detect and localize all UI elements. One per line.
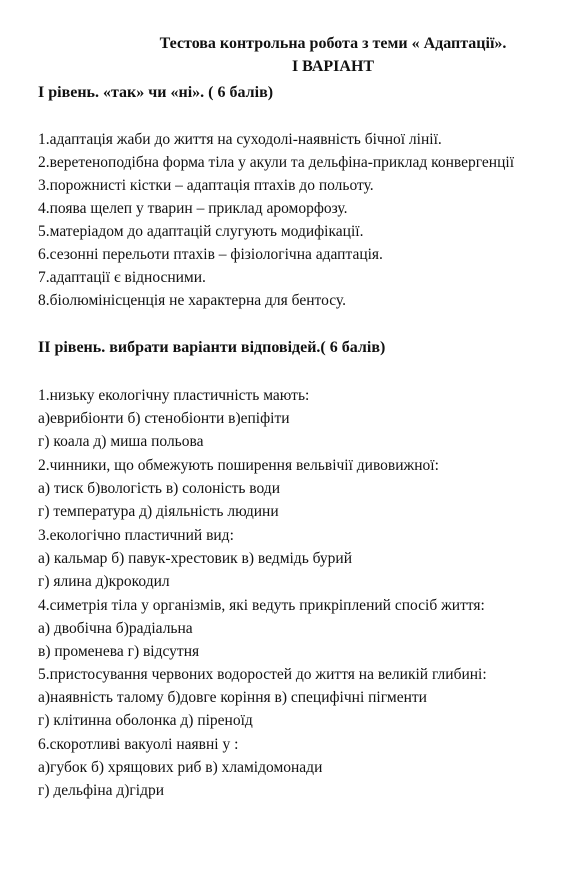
level2-line: а)губок б) хрящових риб в) хламідомонади (38, 759, 323, 776)
level2-line: 5.пристосування червоних водоростей до життя на великій глибині: (38, 666, 487, 683)
level1-item: 6.сезонні перельоти птахів – фізіологічна адаптація. (38, 246, 383, 263)
level2-line: 3.екологічно пластичний вид: (38, 527, 234, 544)
level2-line: г) температура д) діяльність людини (38, 503, 279, 520)
level1-item: 7.адаптації є відносними. (38, 269, 206, 286)
level2-heading: II рівень. вибрати варіанти відповідей.( 6 балів) (38, 339, 386, 356)
level2-line: г) дельфіна д)гідри (38, 782, 165, 799)
level2-line: г) клітинна оболонка д) піреноїд (38, 712, 253, 729)
level2-line: 6.скоротливі вакуолі наявні у : (38, 736, 239, 753)
level2-line: г) ялина д)крокодил (38, 573, 170, 590)
level2-line: а)еврибіонти б) стенобіонти в)епіфіти (38, 410, 290, 427)
document-title: Тестова контрольна робота з теми « Адаптації». (159, 35, 507, 52)
level1-item: 3.порожнисті кістки – адаптація птахів до польоту. (38, 177, 374, 194)
level1-item: 1.адаптація жаби до життя на суходолі-наявність бічної лінії. (38, 131, 442, 148)
level2-line: а) кальмар б) павук-хрестовик в) ведмідь бурий (38, 550, 353, 567)
level2-line: в) променева г) відсутня (38, 643, 200, 660)
level2-line: а) тиск б)вологість в) солоність води (38, 480, 280, 497)
level2-line: 2.чинники, що обмежують поширення вельвічії дивовижної: (38, 457, 439, 474)
variant-label: I ВАРІАНТ (291, 58, 375, 75)
level2-line: 1.низьку екологічну пластичність мають: (38, 387, 310, 404)
level1-item: 4.поява щелеп у тварин – приклад ароморфозу. (38, 200, 348, 217)
level1-item: 2.веретеноподібна форма тіла у акули та дельфіна-приклад конвергенції (38, 154, 515, 171)
level1-heading: I рівень. «так» чи «ні». ( 6 балів) (38, 84, 274, 101)
level1-item: 8.біолюмінісценція не характерна для бентосу. (38, 292, 346, 309)
level1-item: 5.матеріадом до адаптацій слугують модифікації. (38, 223, 364, 240)
level2-line: а)наявність талому б)довге коріння в) специфічні пігменти (38, 689, 427, 706)
level2-line: г) коала д) миша польова (38, 433, 204, 450)
level2-line: 4.симетрія тіла у організмів, які ведуть прикріплений спосіб життя: (38, 597, 485, 614)
level2-line: а) двобічна б)радіальна (38, 620, 193, 637)
